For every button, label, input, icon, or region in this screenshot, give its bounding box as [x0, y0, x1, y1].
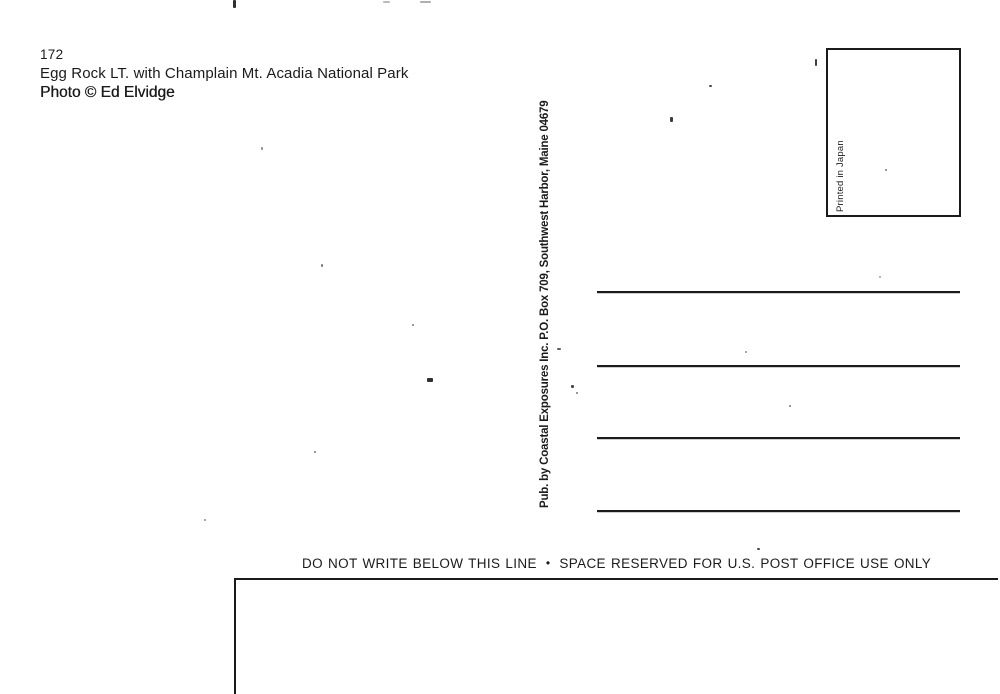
- scan-speck: [412, 324, 414, 326]
- scan-speck: [576, 392, 578, 394]
- scan-speck: [383, 1, 390, 3]
- scan-speck: [204, 519, 206, 521]
- scan-speck: [745, 351, 747, 353]
- scan-speck: [709, 85, 712, 87]
- scan-speck: [420, 1, 431, 3]
- printed-in-japan-note: Printed in Japan: [835, 140, 846, 212]
- stamp-box: [826, 48, 961, 217]
- scan-speck: [789, 405, 791, 407]
- scan-speck: [261, 147, 263, 150]
- scan-speck: [571, 385, 574, 388]
- do-not-write-text: DO NOT WRITE BELOW THIS LINE: [302, 556, 537, 571]
- scan-speck: [233, 0, 236, 8]
- address-line: [597, 365, 960, 367]
- scan-speck: [321, 264, 323, 267]
- post-office-area-border: [234, 578, 998, 694]
- postcard-caption: Egg Rock LT. with Champlain Mt. Acadia National Park: [40, 65, 409, 82]
- scan-speck: [757, 548, 760, 550]
- post-office-reserved-text: SPACE RESERVED FOR U.S. POST OFFICE USE ONLY: [559, 556, 932, 571]
- address-line: [597, 291, 960, 293]
- publisher-imprint: Pub. by Coastal Exposures Inc. P.O. Box 709, Southwest Harbor, Maine 04679: [539, 100, 551, 508]
- title-block: [40, 46, 408, 102]
- scan-speck: [815, 59, 817, 66]
- photo-credit: Photo © Ed Elvidge: [40, 84, 175, 101]
- scan-speck: [427, 378, 433, 382]
- address-line: [597, 510, 960, 512]
- scan-speck: [885, 169, 887, 171]
- postal-notice: [302, 556, 931, 571]
- bullet-separator: •: [545, 556, 551, 570]
- scan-speck: [314, 451, 316, 453]
- scan-speck: [879, 276, 881, 278]
- scan-speck: [557, 348, 561, 350]
- scan-speck: [670, 117, 673, 122]
- address-line: [597, 437, 960, 439]
- postcard-number: 172: [40, 47, 64, 62]
